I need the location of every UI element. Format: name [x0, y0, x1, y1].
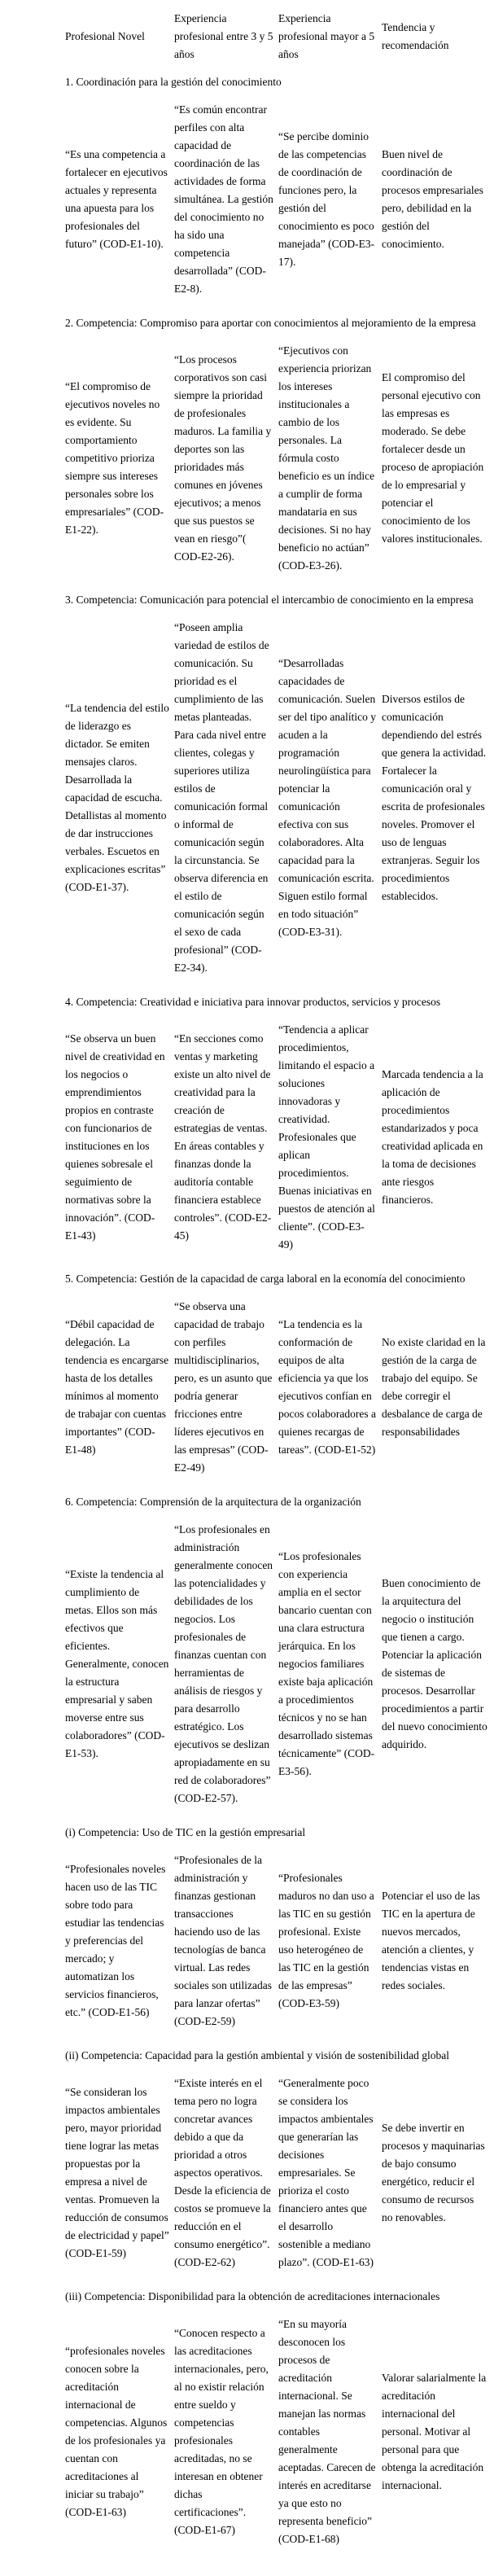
- section-title: (iii) Competencia: Disponibilidad para la obtención de acreditaciones internacionales: [65, 2290, 440, 2302]
- section-title: (i) Competencia: Uso de TIC en la gestión empresarial: [65, 1826, 306, 1838]
- table-row: [63, 1021, 491, 1265]
- section-heading-row: [63, 68, 491, 101]
- cell-profesional-novel: “profesionales noveles conocen sobre la acreditación internacional de competencias. Algunos de los profesionales ya cuentan con acreditaciones al iniciar su trabajo” (COD-E1-63): [65, 2345, 168, 2518]
- cell-experiencia-3-5: “Se observa una capacidad de trabajo con perfiles multidisciplinarios, pero, es un asunto que podría generar fricciones entre líderes ejecutivos en las empresas” (COD-E2-49): [174, 1300, 273, 1474]
- cell-experiencia-3-5: “Profesionales de la administración y finanzas gestionan transacciones haciendo uso de las tecnologías de banca virtual. Las redes sociales son utilizadas para lanzar ofertas” (COD-E2-59): [174, 1854, 272, 2027]
- cell-tendencia-recomendacion: Buen nivel de coordinación de procesos empresariales pero, debilidad en la gestión del conocimiento.: [382, 148, 483, 250]
- cell-profesional-novel: “El compromiso de ejecutivos noveles no es evidente. Su comportamiento competitivo prioriza siempre sus intereses personales sobre los empresariales” (COD-E1-22).: [65, 380, 164, 536]
- section-heading-row: [63, 988, 491, 1021]
- cell-tendencia-recomendacion: Diversos estilos de comunicación dependiendo del estrés que genera la actividad. Fortalecer la comunicación oral y escrita de profesionales noveles. Promover el uso de lenguas extranjeras. Seguir los procedimientos establecidos.: [382, 693, 487, 902]
- cell-profesional-novel: “Profesionales noveles hacen uso de las TIC sobre todo para estudiar las tendencias y preferencias del mercado; y automatizan los servicios financieros, etc.” (COD-E1-56): [65, 1863, 166, 2018]
- cell-experiencia-3-5: “En secciones como ventas y marketing existe un alto nivel de creatividad para la creación de estrategias de ventas. En áreas contables y finanzas donde la auditoría contable financiera establece controles”. (COD-E2-45): [174, 1032, 272, 1242]
- table-row: [63, 2074, 491, 2283]
- section-heading-row: [63, 1488, 491, 1521]
- section-title: 5. Competencia: Gestión de la capacidad de carga laboral en la economía del conocimiento: [65, 1273, 466, 1285]
- cell-profesional-novel: “Es una competencia a fortalecer en ejecutivos actuales y representa una apuesta para los profesionales del futuro” (COD-E1-10).: [65, 148, 168, 250]
- cell-profesional-novel: “Débil capacidad de delegación. La tendencia es encargarse hasta de los detalles mínimos al momento de trabajar con cuentas importantes” (COD-E1-48): [65, 1318, 169, 1456]
- cell-experiencia-mayor-5: “En su mayoría desconocen los procesos de acreditación internacional. Se manejan las normas contables generalmente aceptadas. Carecen de interés en acreditarse ya que esto no representa beneficio” (COD-E1-68): [278, 2318, 376, 2545]
- cell-experiencia-3-5: “Los procesos corporativos son casi siempre la prioridad de profesionales maduros. La familia y deportes son las prioridades más comunes en jóvenes ejecutivos; a menos que sus puestos se vean en riesgo”( COD-E2-26).: [174, 353, 272, 563]
- section-title: 4. Competencia: Creatividad e iniciativa para innovar productos, servicios y procesos: [65, 996, 441, 1008]
- cell-experiencia-mayor-5: “Generalmente poco se considera los impactos ambientales que generarían las decisiones empresariales. Se prioriza el costo financiero antes que el desarrollo sostenible a mediano plazo”. (COD-E1-63): [278, 2077, 374, 2268]
- table-row: [63, 2315, 491, 2560]
- section-title: 2. Competencia: Compromiso para aportar con conocimientos al mejoramiento de la empresa: [65, 317, 476, 329]
- cell-experiencia-3-5: “Existe interés en el tema pero no logra concretar avances debido a que da prioridad a otros aspectos operativos. Desde la eficiencia de costos se promueve la reducción en el consumo energético”. (COD-E2-62): [174, 2077, 271, 2268]
- table-row: [63, 1298, 491, 1488]
- table-row: [63, 1851, 491, 2042]
- section-heading-row: [63, 309, 491, 342]
- cell-experiencia-mayor-5: “Profesionales maduros no dan uso a las TIC en su gestión profesional. Existe uso heterogéneo de las TIC en la gestión de las empresas” (COD-E3-59): [278, 1872, 374, 2009]
- header-tendencia-recomendacion: Tendencia y recomendación: [382, 21, 449, 51]
- table-row: [63, 342, 491, 586]
- cell-tendencia-recomendacion: Buen conocimiento de la arquitectura del negocio o institución que tienen a cargo. Potenciar la aplicación de sistemas de procesos. Desarrollar procedimientos a partir del nuevo conocimiento adquirido.: [382, 1577, 487, 1750]
- section-heading-row: [63, 1265, 491, 1298]
- cell-tendencia-recomendacion: Se debe invertir en procesos y maquinarias de bajo consumo energético, reducir el consumo de recursos no renovables.: [382, 2122, 485, 2223]
- cell-experiencia-3-5: “Es común encontrar perfiles con alta capacidad de coordinación de las actividades de forma simultánea. La gestión del conocimiento no ha sido una competencia desarrollada” (COD-E2-8).: [174, 103, 273, 295]
- cell-experiencia-3-5: “Poseen amplia variedad de estilos de comunicación. Su prioridad es el cumplimiento de las metas planteadas. Para cada nivel entre clientes, colegas y superiores utiliza estilos de comunicación formal o informal de comunicación según la circunstancia. Se observa diferencia en el estilo de comunicación según el sexo de cada profesional” (COD-E2-34).: [174, 621, 269, 974]
- competencies-table: [63, 7, 491, 2560]
- section-title: 1. Coordinación para la gestión del conocimiento: [65, 76, 282, 88]
- table-row: [63, 1521, 491, 1819]
- cell-profesional-novel: “Se observa un buen nivel de creatividad en los negocios o emprendimientos propios en contraste con funcionarios de instituciones en los quienes sobresale el seguimiento de normativas sobre la innovación”. (COD-E1-43): [65, 1032, 165, 1242]
- cell-profesional-novel: “Se consideran los impactos ambientales pero, mayor prioridad tiene lograr las metas propuestas por la empresa a nivel de ventas. Promueven la reducción de consumos de electricidad y papel” (COD-E1-59): [65, 2086, 169, 2259]
- cell-experiencia-mayor-5: “La tendencia es la conformación de equipos de alta eficiencia ya que los ejecutivos confían en pocos colaboradores a quienes recargas de tareas”. (COD-E1-52): [278, 1318, 376, 1456]
- header-experiencia-3-5: Experiencia profesional entre 3 y 5 años: [174, 12, 273, 60]
- cell-experiencia-mayor-5: “Se percibe dominio de las competencias de coordinación de funciones pero, la gestión del conocimiento es poco manejada” (COD-E3-17).: [278, 130, 375, 268]
- section-heading-row: [63, 1819, 491, 1851]
- cell-profesional-novel: “Existe la tendencia al cumplimiento de metas. Ellos son más efectivos que eficientes. Generalmente, conocen la estructura empresarial y saben moverse entre sus colaboradores” (COD-E1-53).: [65, 1568, 169, 1759]
- cell-experiencia-3-5: “Los profesionales en administración generalmente conocen las potencialidades y debilidades de los negocios. Los profesionales de finanzas cuentan con herramientas de análisis de riesgos y para desarrollo estratégico. Los ejecutivos se deslizan apropiadamente en su red de colaboradores” (COD-E2-57).: [174, 1523, 273, 1804]
- table-row: [63, 101, 491, 309]
- header-profesional-novel: Profesional Novel: [65, 30, 145, 42]
- header-experiencia-mayor-5: Experiencia profesional mayor a 5 años: [278, 12, 375, 60]
- cell-tendencia-recomendacion: No existe claridad en la gestión de la carga de trabajo del equipo. Se debe corregir el desbalance de carga de responsabilidades: [382, 1336, 486, 1438]
- table-header-row: [63, 7, 491, 68]
- table-row: [63, 619, 491, 988]
- section-title: 3. Competencia: Comunicación para potencial el intercambio de conocimiento en la empresa: [65, 594, 474, 606]
- cell-profesional-novel: “La tendencia del estilo de liderazgo es dictador. Se emiten mensajes claros. Desarrollada la capacidad de escucha. Detallistas al momento de dar instrucciones verbales. Escuetos en explicaciones escritas” (COD-E1-37).: [65, 702, 169, 893]
- section-heading-row: [63, 2283, 491, 2315]
- section-heading-row: [63, 586, 491, 619]
- cell-tendencia-recomendacion: Valorar salarialmente la acreditación internacional del personal. Motivar al personal para que obtenga la acreditación internacional.: [382, 2372, 487, 2491]
- section-title: (ii) Competencia: Capacidad para la gestión ambiental y visión de sostenibilidad global: [65, 2049, 449, 2061]
- section-title: 6. Competencia: Comprensión de la arquitectura de la organización: [65, 1496, 361, 1508]
- section-heading-row: [63, 2042, 491, 2074]
- cell-experiencia-mayor-5: “Los profesionales con experiencia amplia en el sector bancario cuentan con una clara estructura jerárquica. En los negocios familiares existe baja aplicación a procedimientos técnicos y no se han desarrollado sistemas técnicamente” (COD-E3-56).: [278, 1550, 375, 1777]
- cell-experiencia-mayor-5: “Desarrolladas capacidades de comunicación. Suelen ser del tipo analítico y acuden a la programación neurolingüística para potenciar la comunicación efectiva con sus colaboradores. Alta capacidad para la comunicación escrita. Siguen estilo formal en todo situación” (COD-E3-31).: [278, 657, 376, 938]
- cell-tendencia-recomendacion: Potenciar el uso de las TIC en la apertura de nuevos mercados, atención a clientes, y tendencias vistas en redes sociales.: [382, 1890, 480, 1991]
- cell-experiencia-mayor-5: “Ejecutivos con experiencia priorizan los intereses institucionales a cambio de los personales. La fórmula costo beneficio es un índice a cumplir de forma mandataria en sus decisiones. Si no hay beneficio no actúan” (COD-E3-26).: [278, 344, 375, 572]
- cell-experiencia-mayor-5: “Tendencia a aplicar procedimientos, limitando el espacio a soluciones innovadoras y creatividad. Profesionales que aplican procedimientos. Buenas iniciativas en puestos de atención al cliente”. (COD-E3-49): [278, 1023, 375, 1251]
- cell-experiencia-3-5: “Conocen respecto a las acreditaciones internacionales, pero, al no existir relación entre sueldo y competencias profesionales acreditadas, no se interesan en obtener dichas certificaciones”. (COD-E1-67): [174, 2327, 269, 2536]
- cell-tendencia-recomendacion: El compromiso del personal ejecutivo con las empresas es moderado. Se debe fortalecer desde un proceso de apropiación de lo empresarial y potenciar el conocimiento de los valores institucionales.: [382, 371, 484, 545]
- cell-tendencia-recomendacion: Marcada tendencia a la aplicación de procedimientos estandarizados y poca creatividad aplicada en la toma de decisiones ante riesgos financieros.: [382, 1068, 483, 1206]
